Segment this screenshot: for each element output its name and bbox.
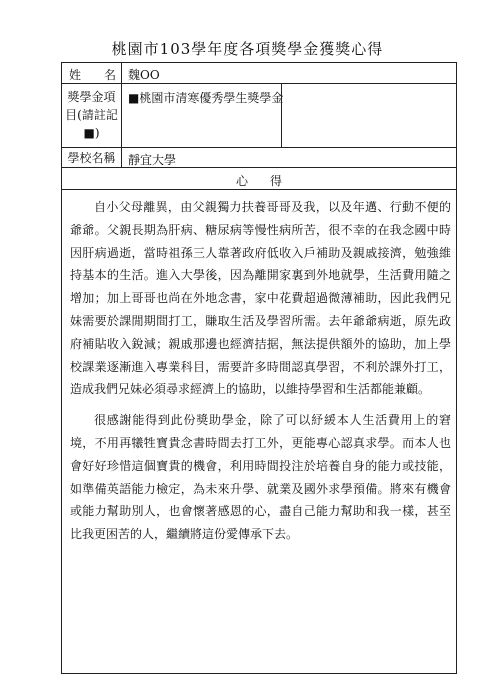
form-table: [61, 62, 457, 674]
reflection-content: [70, 196, 451, 546]
scholarship-label: 獎學金項目(請註記■): [62, 84, 122, 147]
school-row: [62, 148, 456, 168]
name-label-second-char: 名: [104, 68, 117, 82]
reflection-heading: 心得: [235, 174, 304, 188]
school-value: 靜宜大學: [128, 153, 177, 167]
reflection-paragraph-1: 自小父母離異，由父親獨力扶養哥哥及我，以及年邁、行動不便的爺爺。父親長期為肝病、糖尿病等慢性病所苦，很不幸的在我念國中時因肝病過逝，當時祖孫三人靠著政府低收入戶補助及親戚接濟，勉強維持基本的生活。進入大學後，因為離開家裏到外地就學，生活費用隨之增加；加上哥哥也尚在外地念書，家中花費超過微薄補助，因此我們兄妹需要於課閒期間打工，賺取生活及學習所需。去年爺爺病逝，原先政府補貼收入銳減；親戚那邊也經濟拮据，無法提供額外的協助，加上學校課業逐漸進入專業科目，需要許多時間認真學習，不利於課外打工，造成我們兄妹必須尋求經濟上的協助，以維持學習和生活都能兼顧。: [70, 200, 451, 397]
name-value: 魏OO: [128, 68, 160, 82]
school-label: 學校名稱: [62, 148, 122, 167]
reflection-paragraph-2: 很感謝能得到此份獎助學金，除了可以紓緩本人生活費用上的窘境，不用再犧牲寶貴念書時間去打工外，更能專心認真求學。而本人也會好好珍惜這個寶貴的機會，利用時間投注於培養自身的能力或技能，如準備英語能力檢定，為未來升學、就業及國外求學預備。將來有機會或能力幫助別人，也會懷著感恩的心，盡自己能力幫助和我一樣，甚至比我更困苦的人，繼續將這份愛傳承下去。: [70, 413, 451, 542]
name-row: [62, 63, 456, 84]
scholarship-value: ■桃園市清寒優秀學生獎學金: [128, 91, 284, 105]
scholarship-divider: [281, 84, 282, 147]
reflection-heading-row: [62, 168, 456, 190]
name-label-first-char: 姓: [69, 68, 82, 82]
name-label: [62, 63, 122, 83]
document-title: 桃園市103學年度各項獎學金獲獎心得: [111, 40, 384, 58]
scholarship-row: [62, 84, 456, 148]
